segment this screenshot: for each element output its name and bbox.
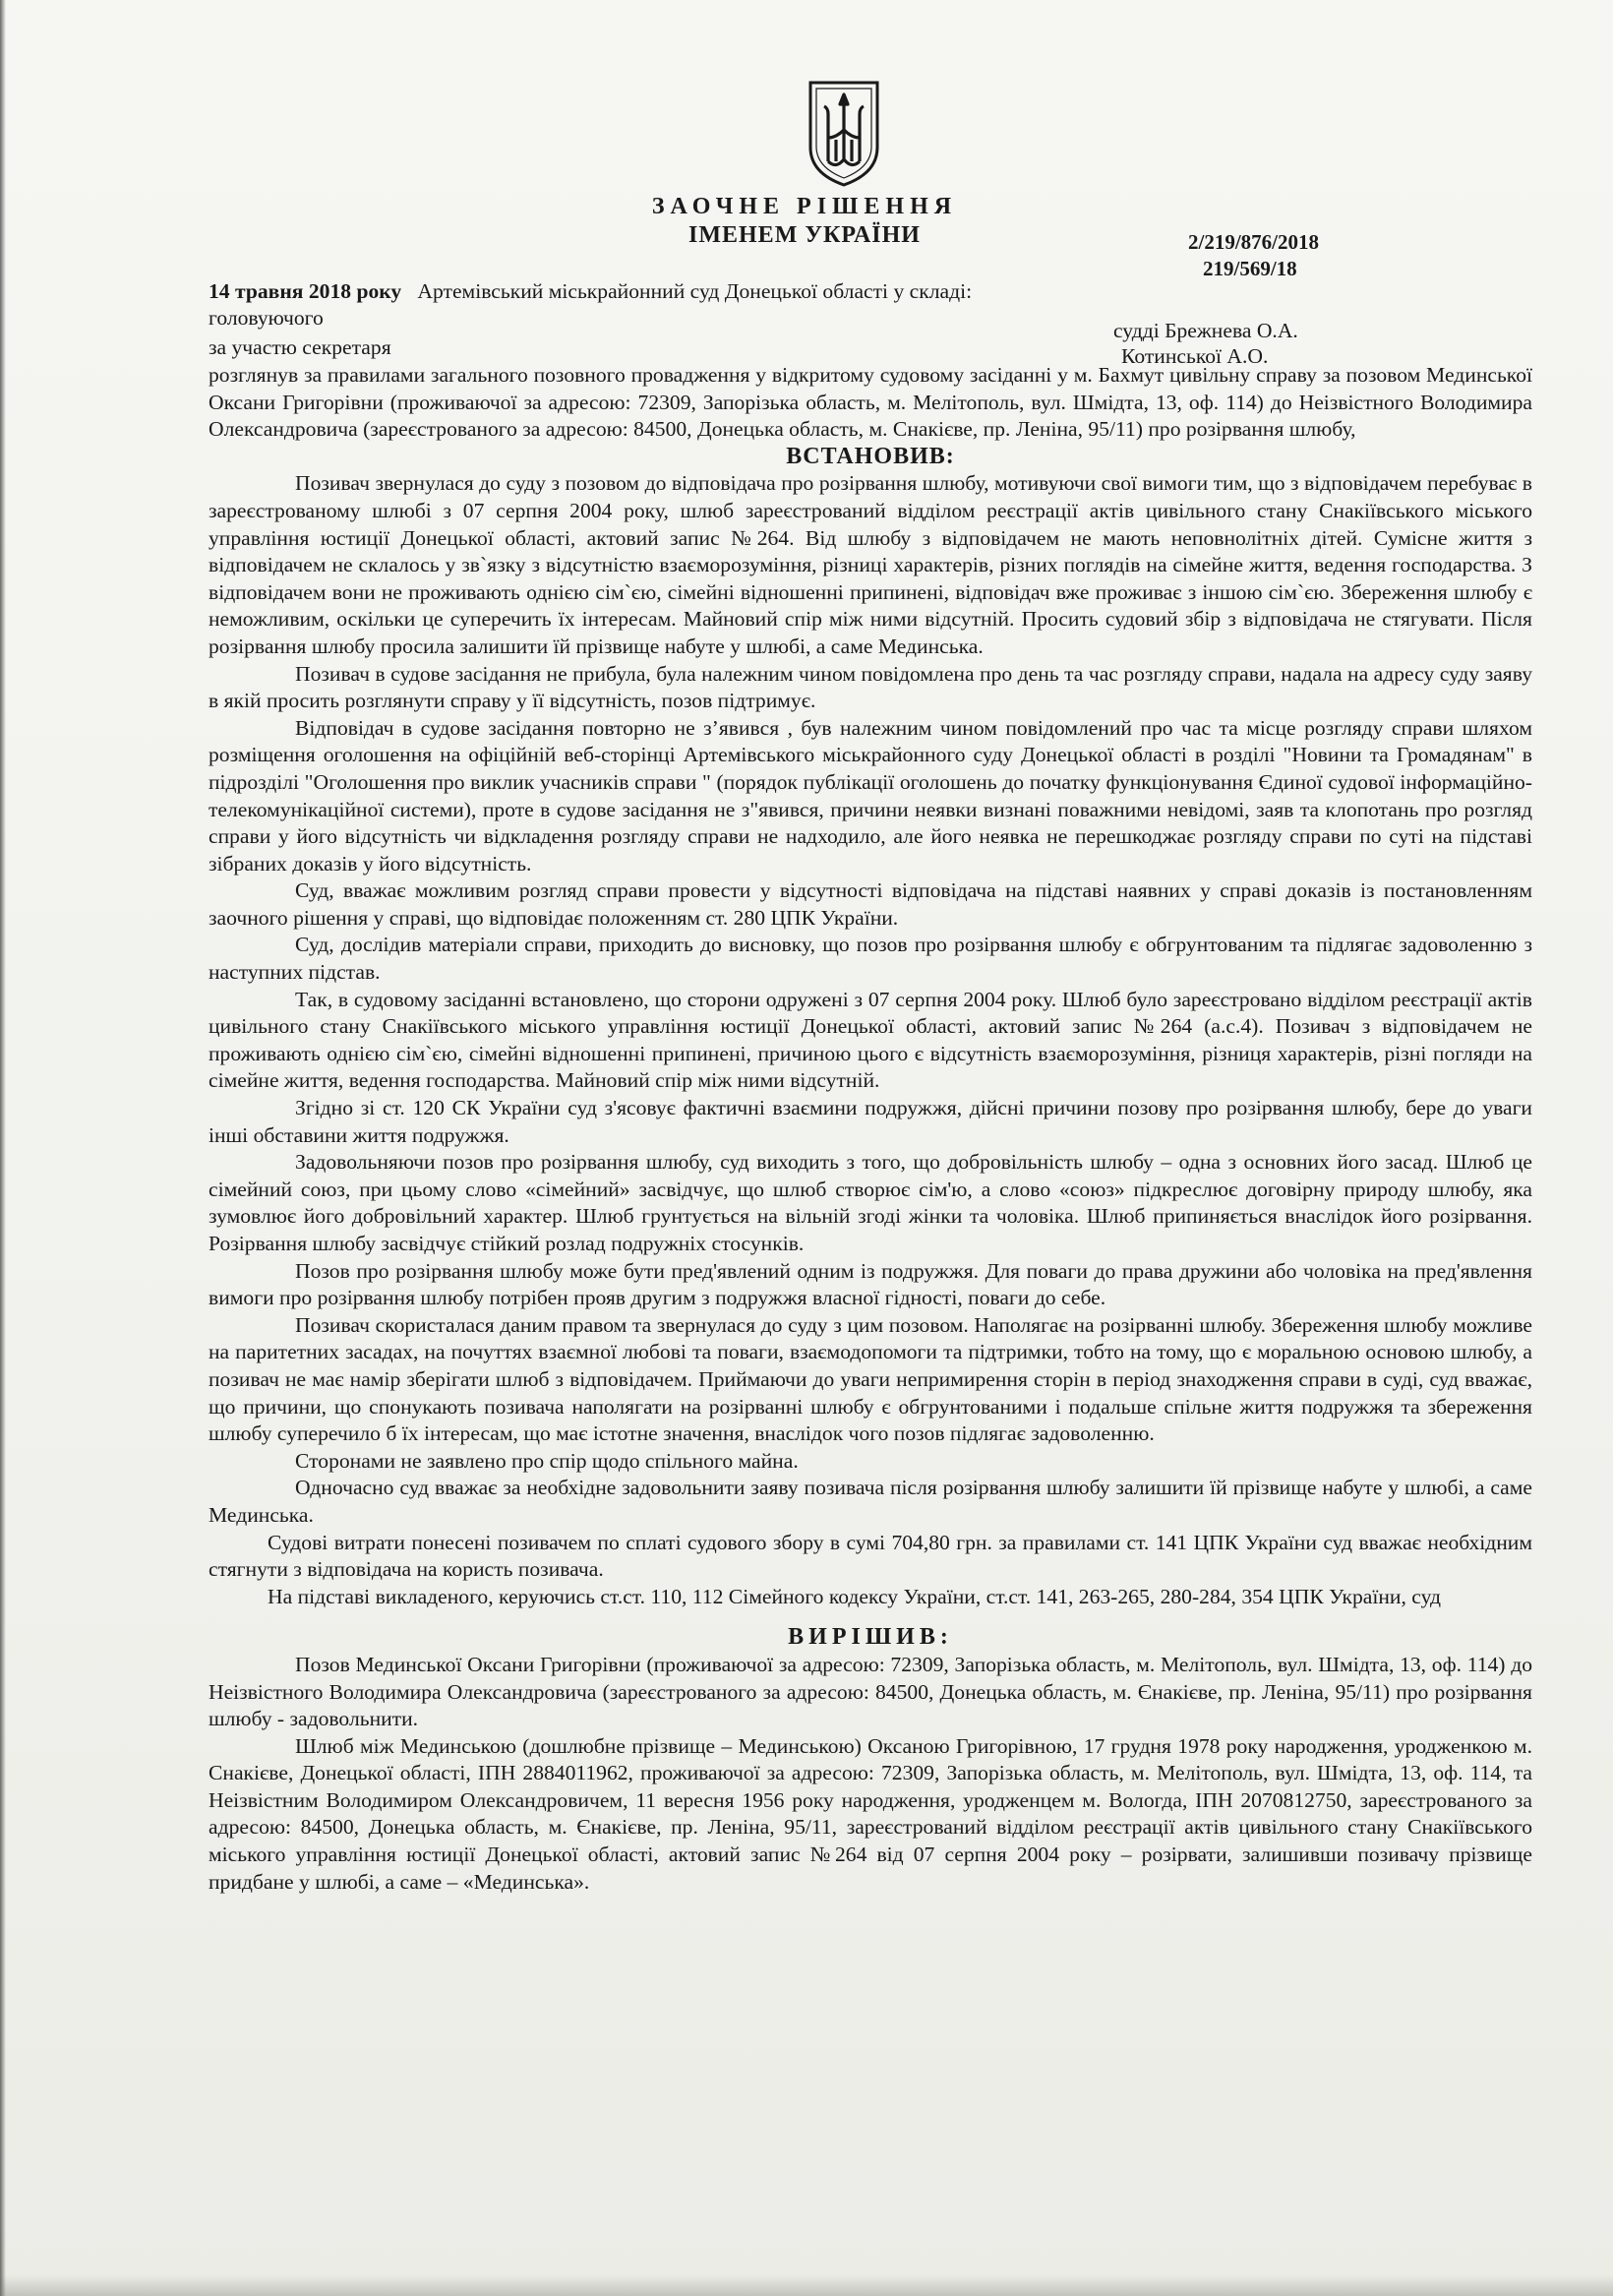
secretary-name: Котинської А.О. — [1121, 344, 1269, 368]
paragraph: Суд, вважає можливим розгляд справи провести у відсутності відповідача на підставі наявних у справі доказів із постановленням заочного рішення у справі, що відповідає положенням ст. 280 ЦПК України. — [209, 878, 1532, 930]
paragraph: Позивач в судове засідання не прибула, була належним чином повідомлена про день та час розгляду справи, надала на адресу суду заяву в якій просить розглянути справу у її відсутність, позов підтримує. — [209, 661, 1532, 713]
paragraph: Позов про розірвання шлюбу може бути пред'явлений одним із подружжя. Для поваги до права дружини або чоловіка на пред'явлення вимоги про розірвання шлюбу потрібен прояв другим з подружжя власної гідності, поваги до себе. — [209, 1258, 1532, 1310]
paragraph: Задовольняючи позов про розірвання шлюбу, суд виходить з того, що добровільність шлюбу – одна з основних його засад. Шлюб це сімейний союз, при цьому слово «сімейний» засвідчує, що шлюб створює сім'ю, а слово «союз» підкреслює договірну природу шлюбу, яка зумовлює його добровільний характер. Шлюб грунтується на вільній згоді жінки та чоловіка. Шлюб припиняється внаслідок його розірвання. Розірвання шлюбу засвідчує стійкий розлад подружніх стосунків. — [209, 1150, 1532, 1255]
case-number-2: 219/569/18 — [1203, 257, 1297, 280]
paragraph: Позов Мединської Оксани Григорівни (проживаючої за адресою: 72309, Запорізька область, м. Мелітополь, вул. Шмідта, 13, оф. 114) до Неізвістного Володимира Олександровича (зареєстрованого за адресою: 84500, Донецька область, м. Єнакієве, пр. Леніна, 95/11) про розірвання шлюбу - задовольнити. — [209, 1652, 1532, 1731]
court-intro: Артемівський міськрайонний суд Донецької області у складі: — [417, 279, 973, 303]
paragraph: Позивач скористалася даним правом та звернулася до суду з цим позовом. Наполягає на розірванні шлюбу. Збереження шлюбу можливе на паритетних засадах, на почуттях взаємної любові та поваги, взаємодопомоги та підтримки, тобто на тому, що є моральною основою шлюбу, а позивач не має намір зберігати шлюб з відповідачем. Приймаючи до уваги непримирення сторін в період знаходження справи в суді, суд вважає, що причини, що спонукають позивача наполягати на розірванні шлюбу є обгрунтованими і подальше спільне життя подружжя та збереження шлюбу суперечило б їх інтересам, що має істотне значення, внаслідок чого позов підлягає задоволенню. — [209, 1312, 1532, 1446]
presiding-judge: судді Брежнева О.А. — [1113, 319, 1298, 342]
document-subtitle: ІМЕНЕМ УКРАЇНИ — [688, 222, 921, 248]
paragraph: Відповідач в судове засідання повторно не з’явився , був належним чином повідомлений про час та місце розгляду справи шляхом розміщення оголошення на офіційній веб-сторінці Артемівського міськрайонного суду Донецької області в розділі "Новини та Громадянам" в підрозділі "Оголошення про виклик учасників справи " (порядок публікації оголошень до початку функціонування Єдиної судової інформаційно-телекомунікаційної системи), проте в судове засідання не з"явився, причини неявки визнані поважними невідомі, заяв та клопотань про розгляд справи у його відсутність чи відкладення розгляду справи не надходило, але його неявка не перешкоджає розгляду справи по суті на підставі зібраних доказів у його відсутність. — [209, 715, 1532, 876]
paragraph: Шлюб між Мединською (дошлюбне прізвище – Мединською) Оксаною Григорівною, 17 грудня 1978 року народження, уродженкою м. Снакієве, Донецької області, ІПН 2884011962, проживаючої за адресою: 72309, Запорізька область, м. Мелітополь, вул. Шмідта, 13, оф. 114, та Неізвістним Володимиром Олександровичем, 11 вересня 1956 року народження, уродженцем м. Вологда, ІПН 2070812750, зареєстрованого за адресою: 84500, Донецька область, м. Єнакієве, пр. Леніна, 95/11, зареєстрований відділом реєстрації актів цивільного стану Снакіївського міського управління юстиції Донецької області, актовий запис №264 від 07 серпня 2004 року – розірвати, залишивши позивачу прізвище придбане у шлюбі, а саме – «Мединська». — [209, 1733, 1532, 1894]
paragraph: На підставі викладеного, керуючись ст.ст. 110, 112 Сімейного кодексу України, ст.ст. 141, 263-265, 280-284, 354 ЦПК України, суд — [268, 1584, 1442, 1608]
scan-bottom-shadow — [0, 2274, 1613, 2296]
section-established: ВСТАНОВИВ: — [786, 443, 955, 469]
paragraph: Судові витрати понесені позивачем по сплаті судового збору в сумі 704,80 грн. за правилами ст. 141 ЦПК України суд вважає необхідним стягнути з відповідача на користь позивача. — [209, 1530, 1532, 1582]
paragraph: Позивач звернулася до суду з позовом до відповідача про розірвання шлюбу, мотивуючи свої вимоги тим, що з відповідачем перебуває в зареєстрованому шлюбі з 07 серпня 2004 року, шлюб зареєстрований відділом реєстрації актів цивільного стану Снакіївського міського управління юстиції Донецької області, актовий запис №264. Від шлюбу з відповідачем не мають неповнолітніх дітей. Сумісне життя з відповідачем не склалось у зв`язку з відсутністю взаєморозуміння, різниці характерів, різних поглядів на сімейне життя, ведення господарства. З відповідачем вони не проживають однією сім`єю, сімейні відношенні припинені, відповідач вже проживає з іншою сім`єю. Збереження шлюбу є неможливим, оскільки це суперечить їх інтересам. Майновий спір між ними відсутній. Просить судовий збір з відповідача не стягувати. Після розірвання шлюбу просила залишити їй прізвище набуте у шлюбі, а саме Мединська. — [209, 471, 1532, 658]
presiding-label: головуючого — [209, 306, 324, 330]
document-title: ЗАОЧНЕ РІШЕННЯ — [651, 194, 958, 219]
paragraph: Так, в судовому засіданні встановлено, що сторони одружені з 07 серпня 2004 року. Шлюб було зареєстровано відділом реєстрації актів цивільного стану Снакіївського міського управління юстиції Донецької області, актовий запис №264 (а.с.4). Позивач з відповідачем не проживають однією сім`єю, сімейні відношенні припинені, причиною цього є відсутність взаєморозуміння, різниця характерів, різні погляди на сімейне життя, ведення господарства. Майновий спір між ними відсутній. — [209, 987, 1532, 1093]
paragraph: Одночасно суд вважає за необхідне задовольнити заяву позивача після розірвання шлюбу залишити їй прізвище набуте у шлюбі, а саме Мединська. — [209, 1476, 1532, 1527]
coat-of-arms-icon — [806, 79, 881, 189]
paragraph: Згідно зі ст. 120 СК України суд з'ясовує фактичні взаємини подружжя, дійсні причини позову про розірвання шлюбу, бере до уваги інші обставини життя подружжя. — [209, 1096, 1532, 1147]
paragraph: Суд, дослідив матеріали справи, приходить до висновку, що позов про розірвання шлюбу є обгрунтованим та підлягає задоволенню з наступних підстав. — [209, 933, 1532, 985]
case-number-1: 2/219/876/2018 — [1188, 230, 1320, 254]
court-line — [209, 279, 972, 304]
decision-date: 14 травня 2018 року — [209, 279, 402, 303]
secretary-label: за участю секретаря — [209, 335, 391, 359]
intro-paragraph: розглянув за правилами загального позовного провадження у відкритому судовому засіданні у м. Бахмут цивільну справу за позовом Мединської Оксани Григорівни (проживаючої за адресою: 72309, Запорізька область, м. Мелітополь, вул. Шмідта, 13, оф. 114) до Неізвістного Володимира Олександровича (зареєстрованого за адресою: 84500, Донецька область, м. Снакієве, пр. Леніна, 95/11) про розірвання шлюбу, — [209, 363, 1532, 442]
paragraph: Сторонами не заявлено про спір щодо спільного майна. — [295, 1448, 799, 1473]
document-body — [209, 362, 1532, 1896]
scan-edge-shadow — [0, 0, 6, 2296]
section-decided: ВИРІШИВ: — [788, 1624, 953, 1651]
